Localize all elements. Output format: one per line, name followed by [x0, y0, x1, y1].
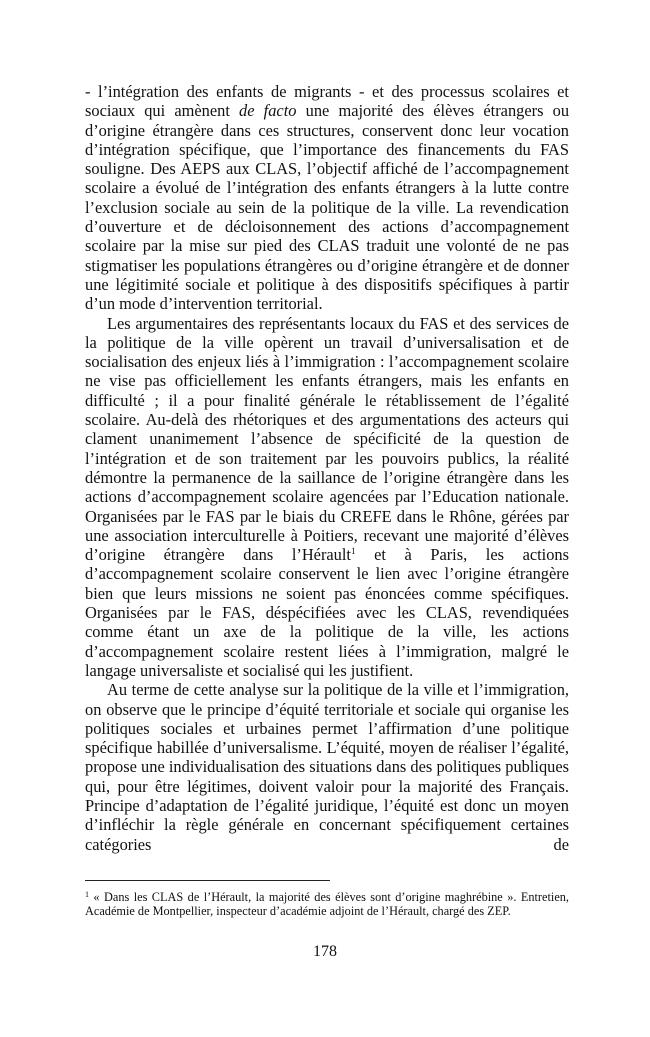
body-text: [85, 82, 569, 854]
footnote-reference[interactable]: 1: [350, 546, 356, 557]
paragraph: [85, 314, 569, 681]
text-segment: et à Paris, les actions d’accompagnement scolaire conservent le lien avec l’origine étrangère bien que leurs missions ne soient pas énoncées comme spécifiques. Organisées par le FAS, déspécifiées avec les CLAS, revendiquées comme étant un axe de la politique de la ville, les actions d’accompagnement scolaire restent liées à l’immigration, malgré le langage universaliste et socialisé qui les justifient.: [85, 545, 569, 680]
footnote-separator: [85, 880, 330, 881]
text-segment: Les argumentaires des représentants locaux du FAS et des services de la politique de la ville opèrent un travail d’universalisation et de socialisation des enjeux liés à l’immigration : l’accompagnement scolaire ne vise pas officiellement les enfants étrangers, mais les enfants en difficulté ; il a pour finalité générale le rétablissement de l’égalité scolaire. Au-delà des rhétoriques et des argumentations des acteurs qui clament unanimement l’absence de spécificité de la question de l’intégration et de son traitement par les pouvoirs publics, la réalité démontre la permanence de la saillance de l’origine étrangère dans les actions d’accompagnement scolaire agencées par l’Education nationale. Organisées par le FAS par le biais du CREFE dans le Rhône, gérées par une association interculturelle à Poitiers, recevant une majorité d’élèves d’origine étrangère dans l’Hérault: [85, 313, 569, 565]
text-segment: une majorité des élèves étrangers ou d’origine étrangère dans ces structures, conservent donc leur vocation d’intégration spécifique, que l’importance des financements du FAS souligne. Des AEPS aux CLAS, l’objectif affiché de l’accompagnement scolaire a évolué de l’intégration des enfants étrangers à la lutte contre l’exclusion sociale au sein de la politique de la ville. La revendication d’ouverture et de décloisonnement des actions d’accompagnement scolaire par la mise sur pied des CLAS traduit une volonté de ne pas stigmatiser les populations étrangères ou d’origine étrangère et de donner une légitimité sociale et politique à des dispositifs spécifiques à partir d’un mode d’intervention territorial.: [85, 101, 570, 314]
footnote-number: 1: [85, 890, 89, 899]
paragraph: [85, 82, 569, 314]
page-number: 178: [313, 943, 337, 960]
paragraph: Au terme de cette analyse sur la politique de la ville et l’immigration, on observe que le principe d’équité territoriale et sociale qui organise les politiques sociales et urbaines permet l’affirmation d’une politique spécifique habillée d’universalisme. L’équité, moyen de réaliser l’égalité, propose une individualisation des situations dans des politiques publiques qui, pour être légitimes, doivent valoir pour la majorité des Français. Principe d’adaptation de l’égalité juridique, l’équité est donc un moyen d’infléchir la règle générale en concernant spécifiquement certaines catégories de: [85, 680, 569, 854]
footnote-text: « Dans les CLAS de l’Hérault, la majorité des élèves sont d’origine maghrébine ». Entretien, Académie de Montpellier, inspecteur d’académie adjoint de l’Hérault, chargé des ZEP.: [85, 890, 569, 918]
text-segment: - l’intégration des enfants de migrants - et des processus scolaires et sociaux qui amènent: [85, 82, 569, 121]
italic-term: de facto: [239, 101, 297, 121]
footnote: [85, 890, 569, 918]
